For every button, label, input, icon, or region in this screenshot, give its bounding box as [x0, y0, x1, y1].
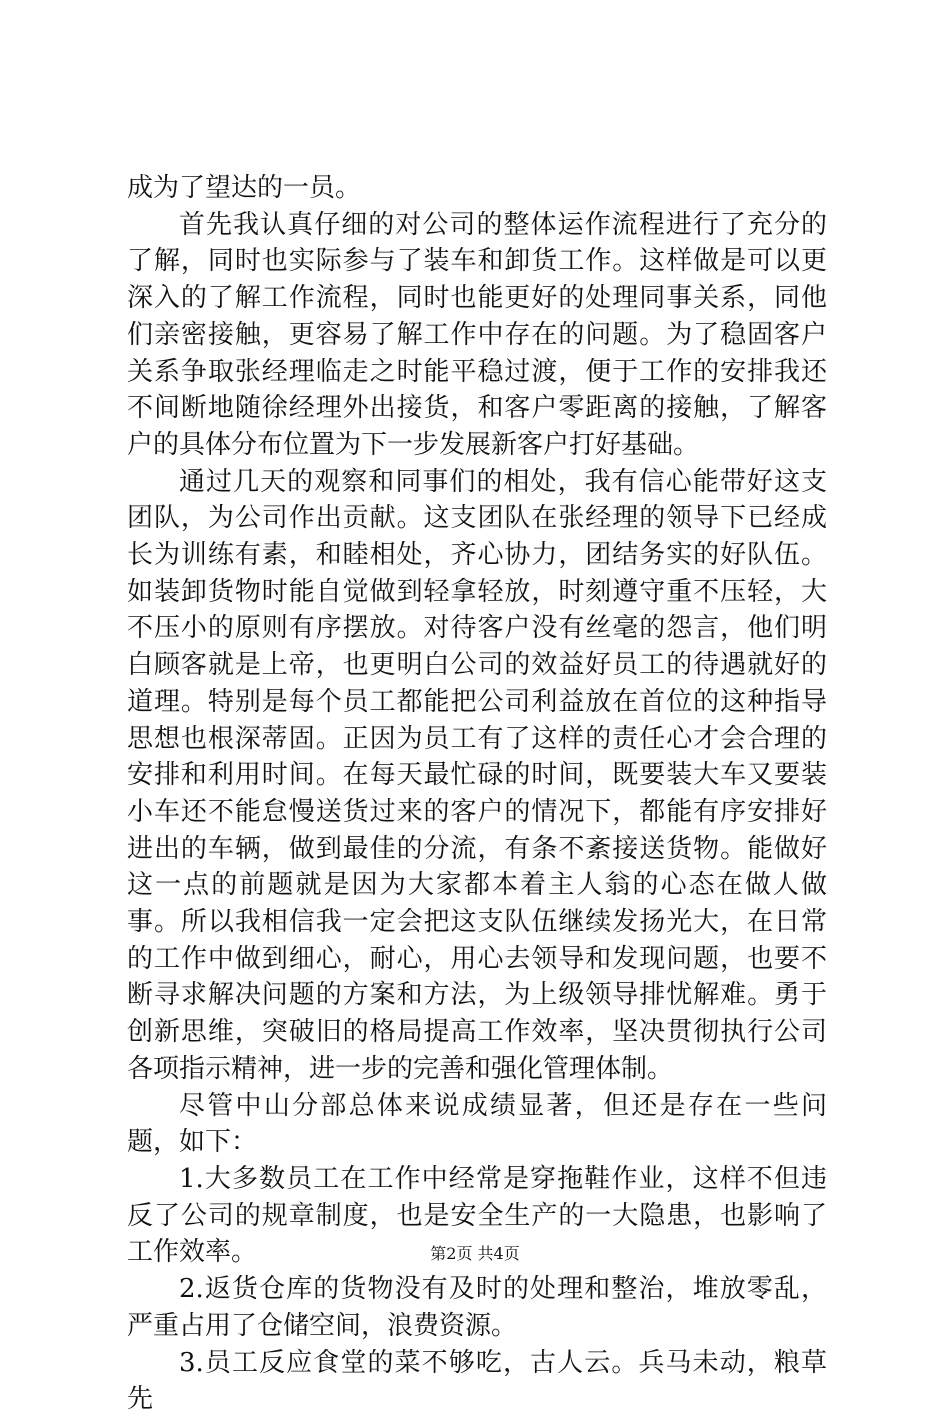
page-footer: 第2页 共4页 — [430, 1244, 520, 1263]
list-item: 2.返货仓库的货物没有及时的处理和整治，堆放零乱，严重占用了仓储空间，浪费资源。 — [127, 1274, 827, 1341]
paragraph: 尽管中山分部总体来说成绩显著，但还是存在一些问题，如下： — [127, 1090, 827, 1158]
paragraph: 通过几天的观察和同事们的相处，我有信心能带好这支团队，为公司作出贡献。这支团队在张经理的领导下已经成长为训练有素，和睦相处，齐心协力，团结务实的好队伍。如装卸货物时能自觉做到轻拿轻放，时刻遵守重不压轻，大不压小的原则有序摆放。对待客户没有丝毫的怨言，他们明白顾客就是上帝，也更明白公司的效益好员工的待遇就好的道理。特别是每个员工都能把公司利益放在首位的这种指导思想也根深蒂固。正因为员工有了这样的责任心才会合理的安排和利用时间。在每天最忙碌的时间，既要装大车又要装小车还不能怠慢送货过来的客户的情况下，都能有序安排好进出的车辆，做到最佳的分流，有条不紊接送货物。能做好这一点的前题就是因为大家都本着主人翁的心态在做人做事。所以我相信我一定会把这支队伍继续发扬光大，在日常的工作中做到细心，耐心，用心去领导和发现问题，也要不断寻求解决问题的方案和方法，为上级领导排忧解难。勇于创新思维，突破旧的格局提高工作效率，坚决贯彻执行公司各项指示精神，进一步的完善和强化管理体制。 — [127, 466, 827, 1084]
paragraph: 成为了望达的一员。 — [127, 173, 362, 203]
paragraph: 首先我认真仔细的对公司的整体运作流程进行了充分的了解，同时也实际参与了装车和卸货工作。这样做是可以更深入的了解工作流程，同时也能更好的处理同事关系，同他们亲密接触，更容易了解工作中存在的问题。为了稳固客户关系争取张经理临走之时能平稳过渡，便于工作的安排我还不间断地随徐经理外出接货，和客户零距离的接触，了解客户的具体分布位置为下一步发展新客户打好基础。 — [127, 209, 827, 460]
list-item: 1.大多数员工在工作中经常是穿拖鞋作业，这样不但违反了公司的规章制度，也是安全生产的一大隐患，也影响了工作效率。 — [127, 1163, 827, 1268]
list-item: 3.员工反应食堂的菜不够吃，古人云。兵马未动，粮草先 — [127, 1347, 827, 1415]
body-text — [127, 170, 827, 1418]
